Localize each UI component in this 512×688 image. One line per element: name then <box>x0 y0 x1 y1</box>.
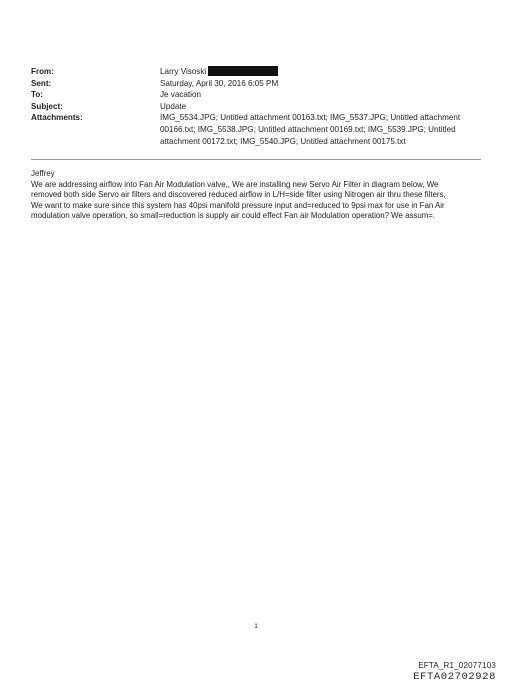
reference-number-large: EFTA02702928 <box>413 671 496 683</box>
attachments-row <box>31 112 471 147</box>
from-value: Larry Visoski <box>160 67 207 76</box>
greeting: Jeffrey <box>31 169 55 178</box>
to-row <box>31 89 471 101</box>
from-value-container <box>160 66 471 78</box>
subject-value: Update <box>160 101 187 111</box>
to-label: To: <box>31 90 43 100</box>
attachments-line: attachment 00172.txt; IMG_5540.JPG; Untitled attachment 00175.txt <box>160 136 406 146</box>
from-row <box>31 66 471 78</box>
body-line: We are addressing airflow into Fan Air Modulation valve,, We are installing new Servo Air Filter in diagram below, We <box>31 179 439 189</box>
attachments-value <box>160 112 471 147</box>
sent-row <box>31 78 471 90</box>
page-number: 1 <box>254 623 258 630</box>
reference-number-small: EFTA_R1_02077103 <box>418 661 496 670</box>
header-divider <box>31 159 481 160</box>
subject-row <box>31 101 471 113</box>
sent-value: Saturday, April 30, 2016 6:05 PM <box>160 78 279 88</box>
sent-label: Sent: <box>31 78 52 88</box>
attachments-label: Attachments: <box>31 113 83 123</box>
email-header <box>31 66 471 147</box>
email-body <box>31 169 486 222</box>
from-label: From: <box>31 67 54 76</box>
redaction-box <box>208 66 278 76</box>
attachments-line: IMG_5534.JPG; Untitled attachment 00163.txt; IMG_5537.JPG; Untitled attachment <box>160 113 461 123</box>
attachments-line: 00166.txt; IMG_5538.JPG; Untitled attachment 00169.txt; IMG_5539.JPG; Untitled <box>160 124 456 134</box>
to-value: Je vacation <box>160 90 201 100</box>
body-line: removed both side Servo air filters and discovered reduced airflow in L/H=side filter using Nitrogen air thru these filters, <box>31 190 446 200</box>
body-line: We want to make sure since this system has 40psi manifold pressure input and=reduced to 9psi max for use in Fan Air <box>31 200 445 210</box>
subject-label: Subject: <box>31 101 63 111</box>
body-line: modulation valve operation, so small=reduction is supply air could effect Fan air Modulation operation? We assum=. <box>31 211 436 221</box>
